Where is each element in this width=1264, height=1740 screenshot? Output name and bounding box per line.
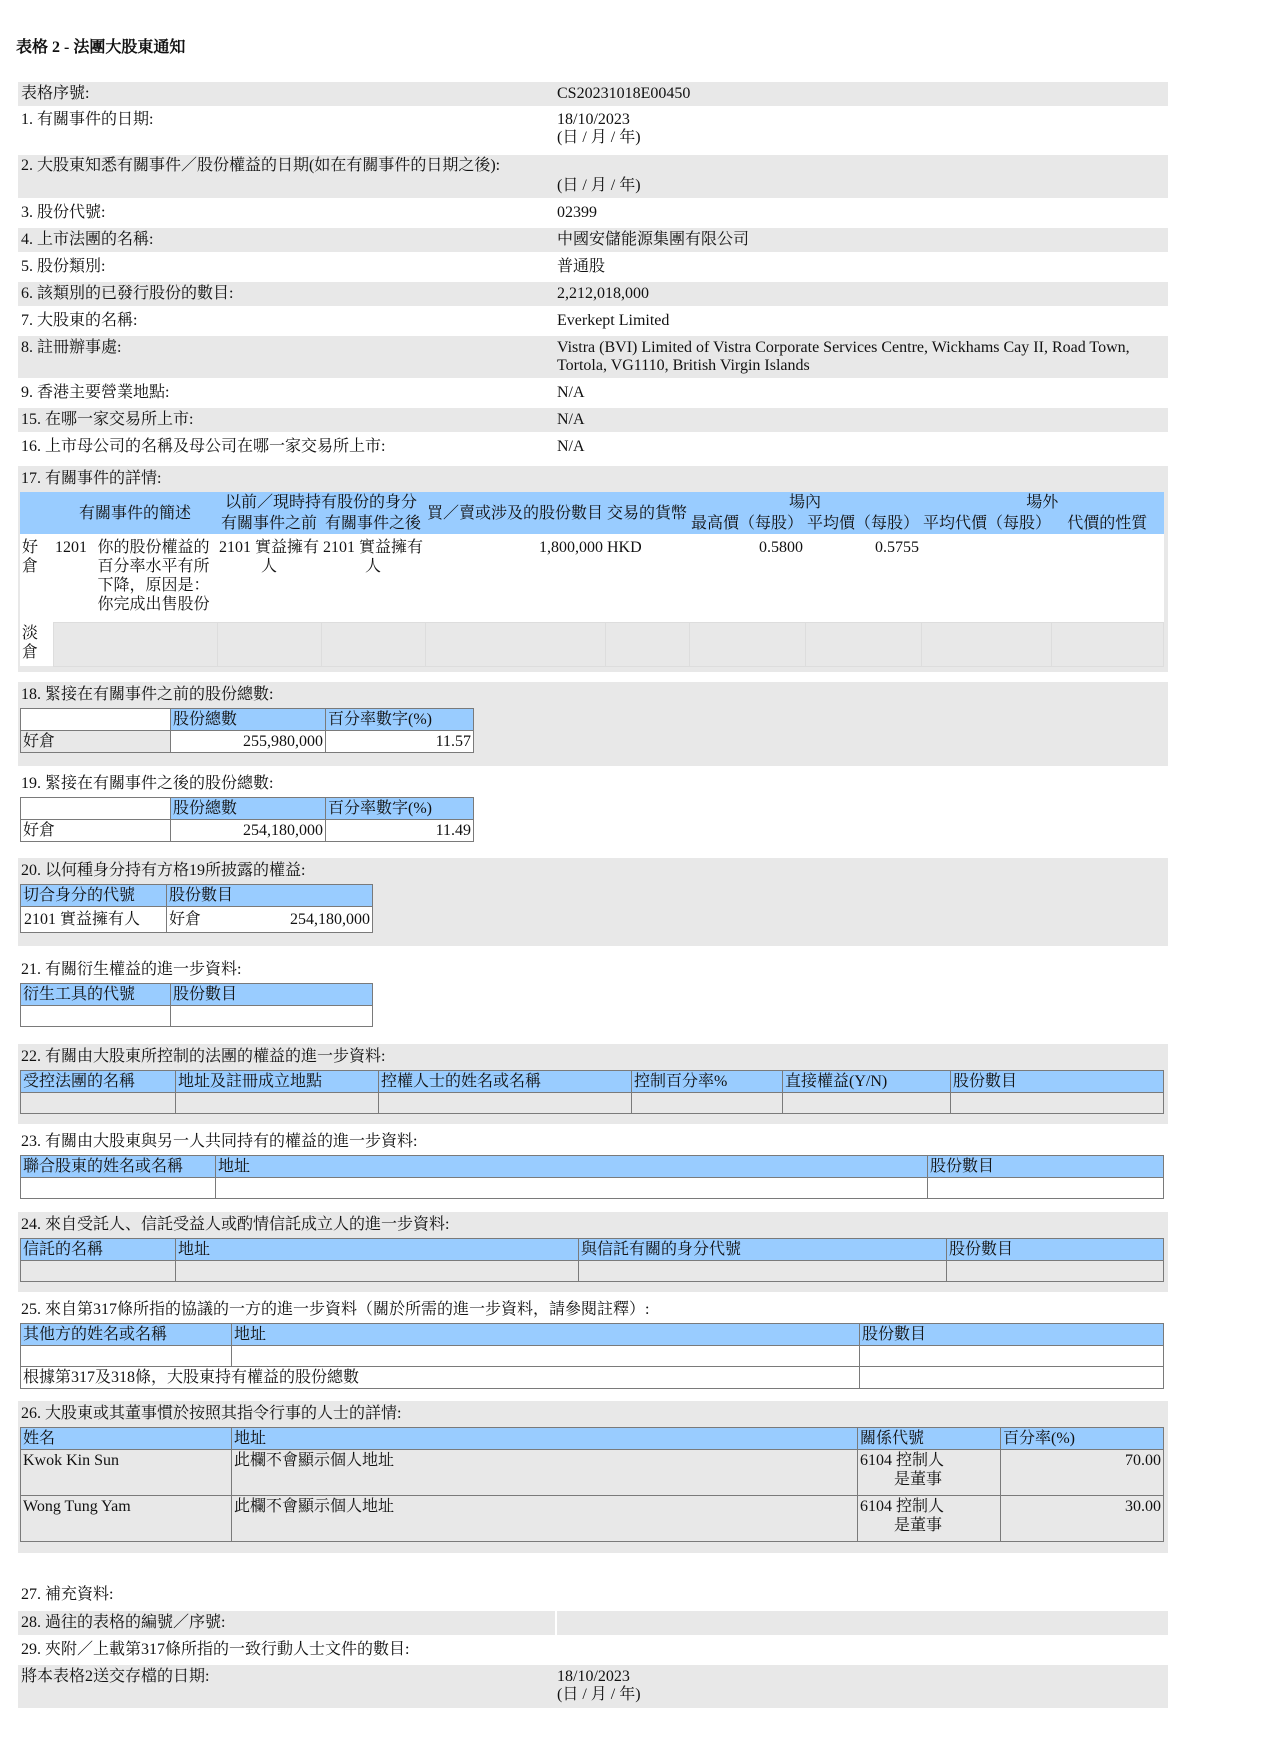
field-exchange: 15. 在哪一家交易所上市: N/A <box>18 408 1168 432</box>
capacity-table: 切合身分的代號 股份數目 2101 實益擁有人 好倉 254,180,000 <box>20 884 373 933</box>
section-25: 25. 來自第317條所指的協議的一方的進一步資料（關於所需的進一步資料，請參閱註釋）: 其他方的姓名或名稱 地址 股份數目 根據第317及318條，大股東持有權益的股份總數 <box>18 1297 1168 1397</box>
section-26: 26. 大股東或其董事慣於按照其指令行事的人士的詳情: 姓名 地址 關係代號 百分率(%) Kwok Kin Sun 此欄不會顯示個人地址 6104 控制人 是董事 70.00 Wong Tung Yam 此欄不會顯示個人地址 6104 控制人 是董事 30.00 <box>18 1401 1168 1553</box>
section-18: 18. 緊接在有關事件之前的股份總數: 股份總數 百分率數字(%) 好倉 255,980,000 11.57 <box>18 682 1168 766</box>
field-registered-office: 8. 註冊辦事處: Vistra (BVI) Limited of Vistra Corporate Services Centre, Wickhams Cay II, Road Town, Tortola, VG1110, British Virgin Islands <box>18 336 1168 378</box>
directors-table: 姓名 地址 關係代號 百分率(%) Kwok Kin Sun 此欄不會顯示個人地址 6104 控制人 是董事 70.00 Wong Tung Yam 此欄不會顯示個人地址 6104 控制人 是董事 30.00 <box>20 1427 1164 1542</box>
field-shareholder-name: 7. 大股東的名稱: Everkept Limited <box>21 312 670 329</box>
field-supplementary: 27. 補充資料: <box>21 1586 114 1603</box>
field-stock-code: 3. 股份代號: 02399 <box>21 204 597 221</box>
shares-before-table: 股份總數 百分率數字(%) 好倉 255,980,000 11.57 <box>20 708 474 753</box>
section-23: 23. 有關由大股東與另一人共同持有的權益的進一步資料: 聯合股東的姓名或名稱 地址 股份數目 <box>18 1129 1168 1207</box>
field-event-date: 1. 有關事件的日期: 18/10/2023 (日 / 月 / 年) <box>21 111 641 146</box>
short-position-label: 淡倉 <box>20 622 53 666</box>
table-row: Wong Tung Yam 此欄不會顯示個人地址 6104 控制人 是董事 30.00 <box>21 1496 1164 1542</box>
section-19: 19. 緊接在有關事件之後的股份總數: 股份總數 百分率數字(%) 好倉 254,180,000 11.49 <box>18 771 1168 855</box>
field-filing-date: 將本表格2送交存檔的日期: 18/10/2023 (日 / 月 / 年) <box>18 1665 1168 1708</box>
shares-after-table: 股份總數 百分率數字(%) 好倉 254,180,000 11.49 <box>20 797 474 842</box>
field-hk-place: 9. 香港主要營業地點: N/A <box>21 384 585 401</box>
section-24: 24. 來自受託人、信託受益人或酌情信託成立人的進一步資料: 信託的名稱 地址 與信託有關的身分代號 股份數目 <box>18 1212 1168 1292</box>
section-17: 17. 有關事件的詳情: 有關事件的簡述 以前／現時持有股份的身分 買／賣或涉及的股份數目 交易的貨幣 場內 場外 有關事件之前 有關事件之後 最高價（每股） 平均價（每股） 平均代價（每股） 代價的性質 好倉 1201 你的股份權益的百分率水平有所下降，原因是：你完成出售股份 2101 實益擁有人 2101 實益擁有人 1,800,000 HKD 0.5800 0.5755 淡倉 <box>18 466 1168 672</box>
derivatives-table: 衍生工具的代號 股份數目 <box>20 983 373 1027</box>
field-attachments: 29. 夾附／上載第317條所指的一致行動人士文件的數目: <box>21 1641 410 1658</box>
joint-holders-table: 聯合股東的姓名或名稱 地址 股份數目 <box>20 1155 1164 1199</box>
field-issued-shares: 6. 該類別的已發行股份的數目: 2,212,018,000 <box>18 282 1168 306</box>
field-form-serial: 表格序號: CS20231018E00450 <box>18 82 1168 106</box>
controlled-corp-table: 受控法團的名稱 地址及註冊成立地點 控權人士的姓名或名稱 控制百分率% 直接權益(Y/N) 股份數目 <box>20 1070 1164 1114</box>
long-position-label: 好倉 <box>20 534 53 622</box>
table-row: Kwok Kin Sun 此欄不會顯示個人地址 6104 控制人 是董事 70.00 <box>21 1450 1164 1496</box>
field-aware-date: 2. 大股東知悉有關事件／股份權益的日期(如在有關事件的日期之後): (日 / 月 / 年) <box>18 155 1168 198</box>
field-share-class: 5. 股份類別: 普通股 <box>21 258 606 275</box>
trust-table: 信託的名稱 地址 與信託有關的身分代號 股份數目 <box>20 1238 1164 1282</box>
section-20: 20. 以何種身分持有方格19所披露的權益: 切合身分的代號 股份數目 2101 實益擁有人 好倉 254,180,000 <box>18 858 1168 946</box>
section-22: 22. 有關由大股東所控制的法團的權益的進一步資料: 受控法團的名稱 地址及註冊成立地點 控權人士的姓名或名稱 控制百分率% 直接權益(Y/N) 股份數目 <box>18 1044 1168 1124</box>
section-21: 21. 有關衍生權益的進一步資料: 衍生工具的代號 股份數目 <box>18 957 1168 1039</box>
agreement-table: 其他方的姓名或名稱 地址 股份數目 根據第317及318條，大股東持有權益的股份總數 <box>20 1323 1164 1389</box>
page-title: 表格 2 - 法團大股東通知 <box>16 39 186 56</box>
field-parent-exchange: 16. 上市母公司的名稱及母公司在哪一家交易所上市: N/A <box>21 438 585 455</box>
field-company-name: 4. 上市法團的名稱: 中國安儲能源集團有限公司 <box>18 228 1168 252</box>
event-details-table: 有關事件的簡述 以前／現時持有股份的身分 買／賣或涉及的股份數目 交易的貨幣 場內 場外 有關事件之前 有關事件之後 最高價（每股） 平均價（每股） 平均代價（每股） 代價的性質 好倉 1201 你的股份權益的百分率水平有所下降，原因是：你完成出售股份 2101 實益擁有人 2101 實益擁有人 1,800,000 HKD 0.5800 0.5755 淡倉 <box>20 492 1164 667</box>
field-previous-form: 28. 過往的表格的編號／序號: <box>18 1611 1168 1635</box>
